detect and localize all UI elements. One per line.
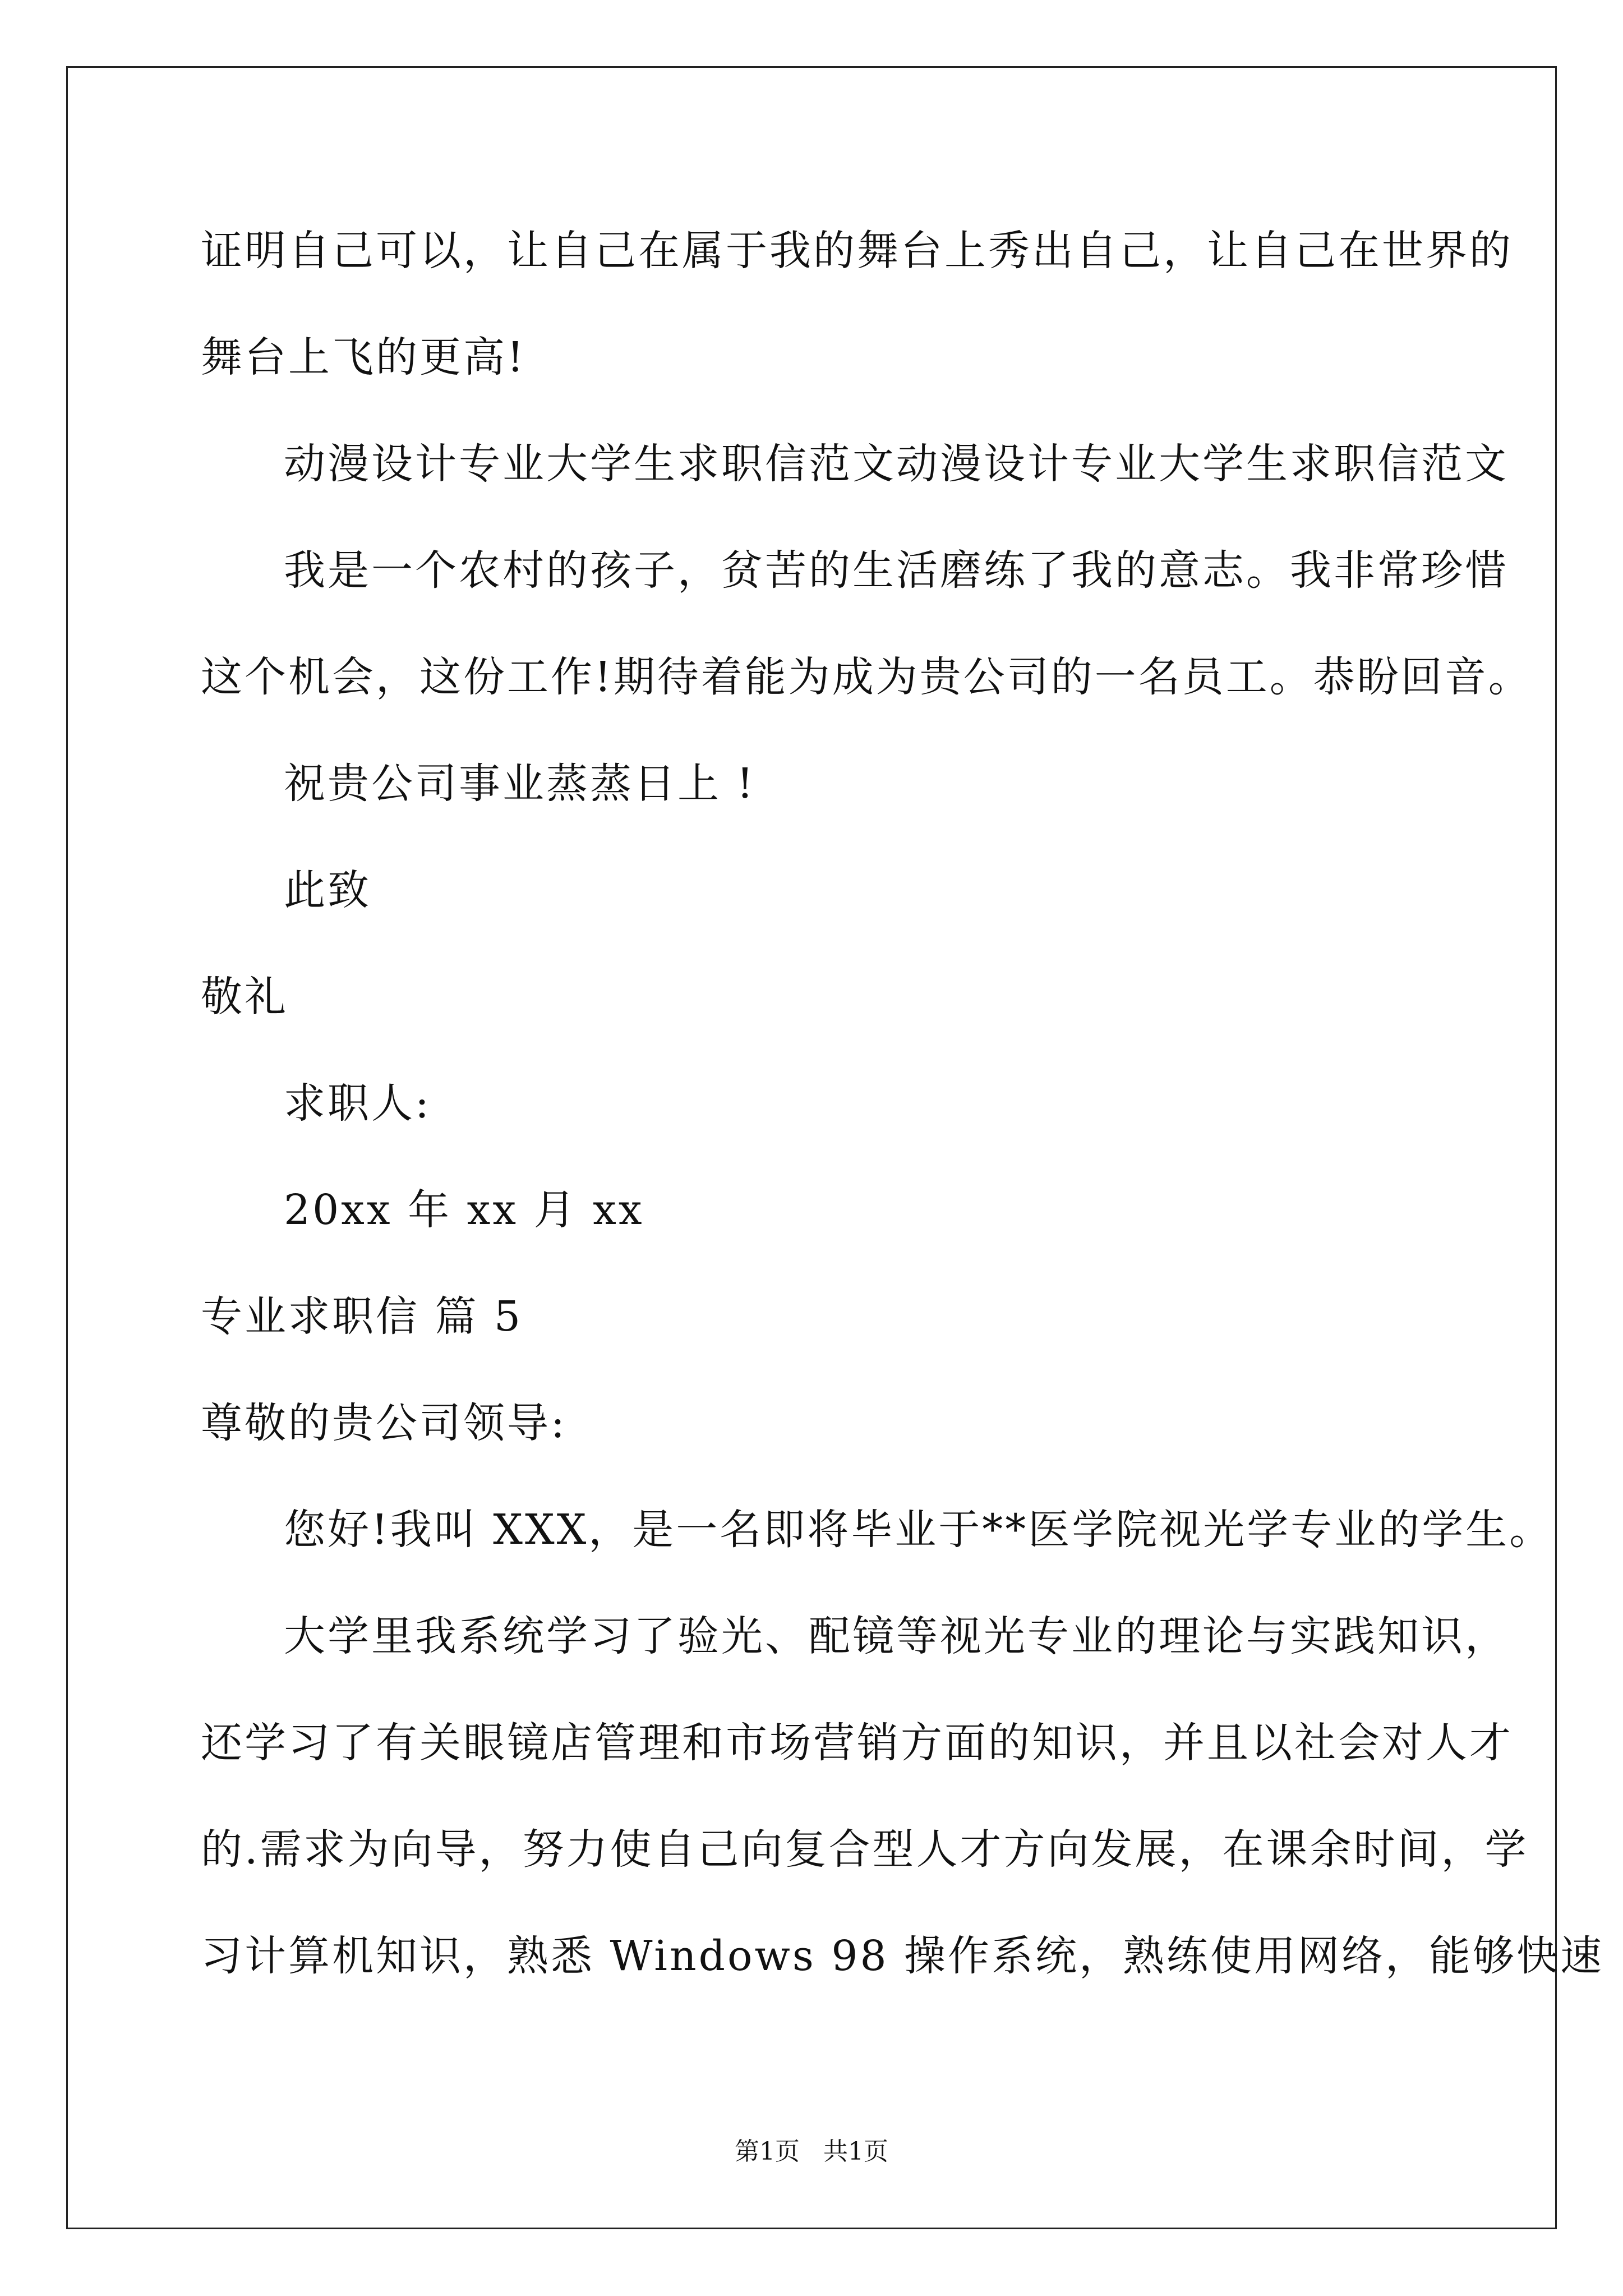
paragraph-line: 您好!我叫 XXX，是一名即将毕业于**医学院视光学专业的学生。 [284, 1506, 1553, 1554]
paragraph-line: 祝贵公司事业蒸蒸日上 ! [284, 760, 756, 808]
salutation-line: 尊敬的贵公司领导: [201, 1399, 567, 1447]
closing-line: 此致 [284, 866, 371, 914]
paragraph-line: 大学里我系统学习了验光、配镜等视光专业的理论与实践知识， [284, 1612, 1509, 1660]
paragraph-line: 舞台上飞的更高! [201, 333, 526, 381]
closing-line: 敬礼 [201, 973, 288, 1021]
paragraph-line: 动漫设计专业大学生求职信范文动漫设计专业大学生求职信范文 [284, 440, 1509, 488]
paragraph-line: 这个机会，这份工作!期待着能为成为贵公司的一名员工。恭盼回音。 [201, 653, 1532, 701]
paragraph-line: 习计算机知识，熟悉 Windows 98 操作系统，熟练使用网络，能够快速 [201, 1932, 1604, 1980]
page-footer: 第1页 共1页 [735, 2137, 888, 2166]
section-heading: 专业求职信 篇 5 [201, 1292, 523, 1341]
paragraph-line: 的.需求为向导，努力使自己向复合型人才方向发展，在课余时间，学 [201, 1825, 1529, 1874]
signature-line: 求职人: [284, 1079, 431, 1128]
paragraph-line: 还学习了有关眼镜店管理和市场营销方面的知识，并且以社会对人才 [201, 1719, 1513, 1767]
paragraph-line: 证明自己可以，让自己在属于我的舞台上秀出自己，让自己在世界的 [201, 227, 1513, 275]
document-body [201, 220, 1604, 2032]
date-line: 20xx 年 xx 月 xx [284, 1186, 644, 1234]
paragraph-line: 我是一个农村的孩子，贫苦的生活磨练了我的意志。我非常珍惜 [284, 546, 1509, 595]
